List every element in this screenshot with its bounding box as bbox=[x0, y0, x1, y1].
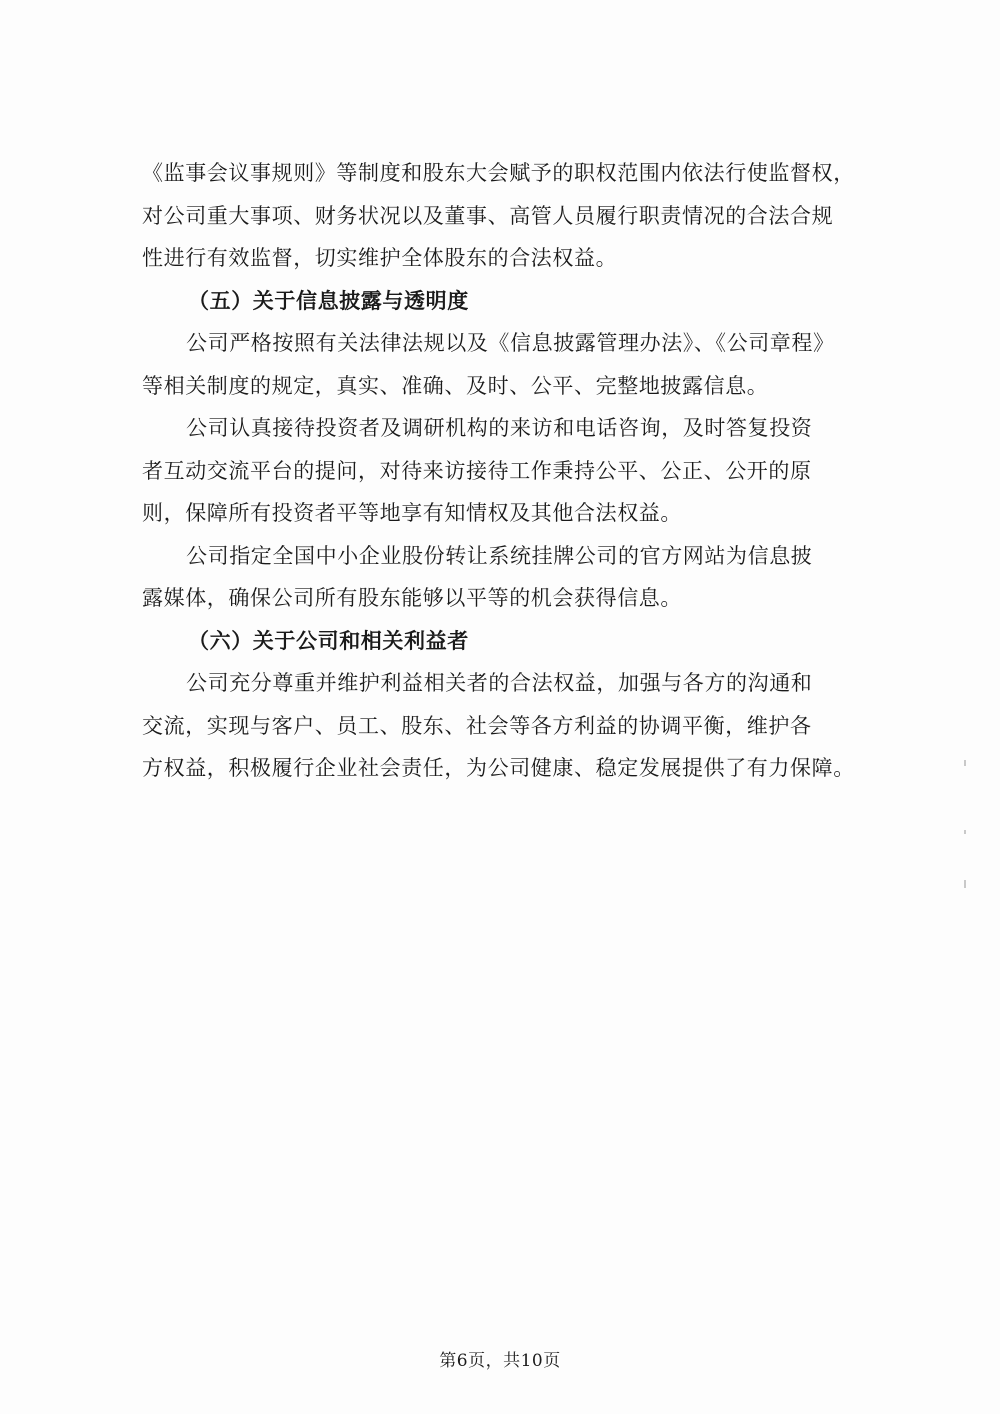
body-line: 公司指定全国中小企业股份转让系统挂牌公司的官方网站为信息披 bbox=[186, 543, 813, 568]
scan-artifact bbox=[964, 830, 966, 834]
body-line: 交流，实现与客户、员工、股东、社会等各方利益的协调平衡，维护各 bbox=[142, 713, 812, 738]
body-line: 对公司重大事项、财务状况以及董事、高管人员履行职责情况的合法合规 bbox=[142, 203, 834, 228]
page-number: 第6页，共10页 bbox=[439, 1351, 561, 1371]
body-line: 方权益，积极履行企业社会责任，为公司健康、稳定发展提供了有力保障。 bbox=[142, 756, 855, 780]
body-line: 公司严格按照有关法律法规以及《信息披露管理办法》、《公司章程》 bbox=[186, 331, 835, 355]
section-heading: （五）关于信息披露与透明度 bbox=[188, 287, 469, 313]
body-line: 者互动交流平台的提问，对待来访接待工作秉持公平、公正、公开的原 bbox=[142, 458, 812, 483]
body-line: 性进行有效监督，切实维护全体股东的合法权益。 bbox=[142, 246, 618, 270]
body-line: 则，保障所有投资者平等地享有知情权及其他合法权益。 bbox=[142, 501, 682, 525]
body-line: 《监事会议事规则》等制度和股东大会赋予的职权范围内依法行使监督权， bbox=[142, 161, 855, 185]
scan-artifact bbox=[964, 880, 966, 888]
body-line: 公司认真接待投资者及调研机构的来访和电话咨询，及时答复投资 bbox=[186, 416, 813, 440]
document-body bbox=[142, 152, 882, 790]
body-line: 等相关制度的规定，真实、准确、及时、公平、完整地披露信息。 bbox=[142, 373, 769, 398]
section-heading: （六）关于公司和相关利益者 bbox=[188, 627, 469, 653]
body-line: 公司充分尊重并维护利益相关者的合法权益，加强与各方的沟通和 bbox=[186, 671, 813, 695]
body-line: 露媒体，确保公司所有股东能够以平等的机会获得信息。 bbox=[142, 586, 682, 610]
scan-artifact bbox=[964, 760, 966, 766]
